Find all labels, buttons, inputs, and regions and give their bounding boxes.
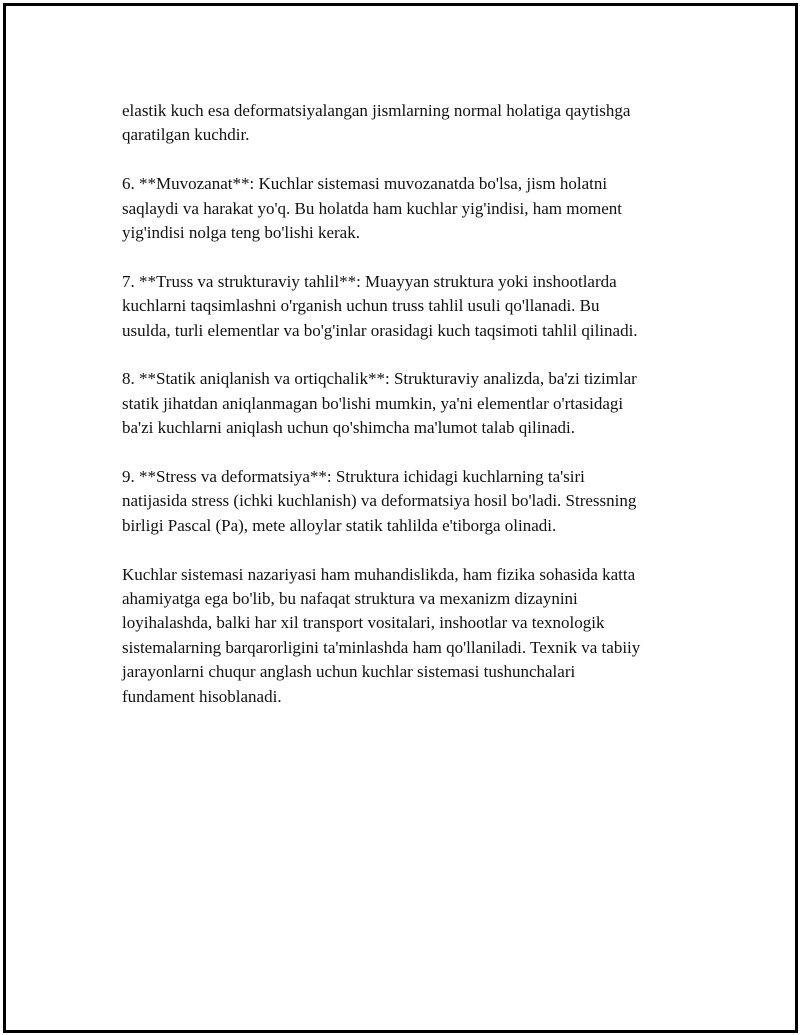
paragraph-muvozanat: 6. **Muvozanat**: Kuchlar sistemasi muvozanatda bo'lsa, jism holatni saqlaydi va harakat yo'q. Bu holatda ham kuchlar yig'indisi, ham moment yig'indisi nolga teng bo'lishi kerak.	[122, 174, 622, 243]
paragraph-truss-tahlil: 7. **Truss va strukturaviy tahlil**: Muayyan struktura yoki inshootlarda kuchlarni taqsimlashni o'rganish uchun truss tahlil usuli qo'llanadi. Bu usulda, turli elementlar va bo'g'inlar orasidagi kuch taqsimoti tahlil qilinadi.	[122, 271, 638, 340]
page-content	[122, 99, 702, 733]
paragraph-conclusion: Kuchlar sistemasi nazariyasi ham muhandislikda, ham fizika sohasida katta ahamiyatga ega bo'lib, bu nafaqat struktura va mexanizm dizaynini loyihalashda, balki har xil transport vositalari, inshootlar va texnologik sistemalarning barqarorligini ta'minlashda ham qo'llaniladi. Texnik va tabiiy jarayonlarni chuqur anglash uchun kuchlar sistemasi tushunchalari fundament hisoblanadi.	[122, 564, 641, 706]
paragraph-stress-deformatsiya: 9. **Stress va deformatsiya**: Struktura ichidagi kuchlarning ta'siri natijasida stress (ichki kuchlanish) va deformatsiya hosil bo'ladi. Stressning birligi Pascal (Pa), mete alloylar statik tahlilda e'tiborga olinadi.	[122, 467, 637, 535]
paragraph-elastik-kuch: elastik kuch esa deformatsiyalangan jismlarning normal holatiga qaytishga qaratilgan kuchdir.	[122, 101, 631, 145]
page-frame	[3, 3, 798, 1033]
paragraph-statik-aniqlanish: 8. **Statik aniqlanish va ortiqchalik**: Strukturaviy analizda, ba'zi tizimlar statik jihatdan aniqlanmagan bo'lishi mumkin, ya'ni elementlar o'rtasidagi ba'zi kuchlarni aniqlash uchun qo'shimcha ma'lumot talab qilinadi.	[122, 369, 637, 438]
